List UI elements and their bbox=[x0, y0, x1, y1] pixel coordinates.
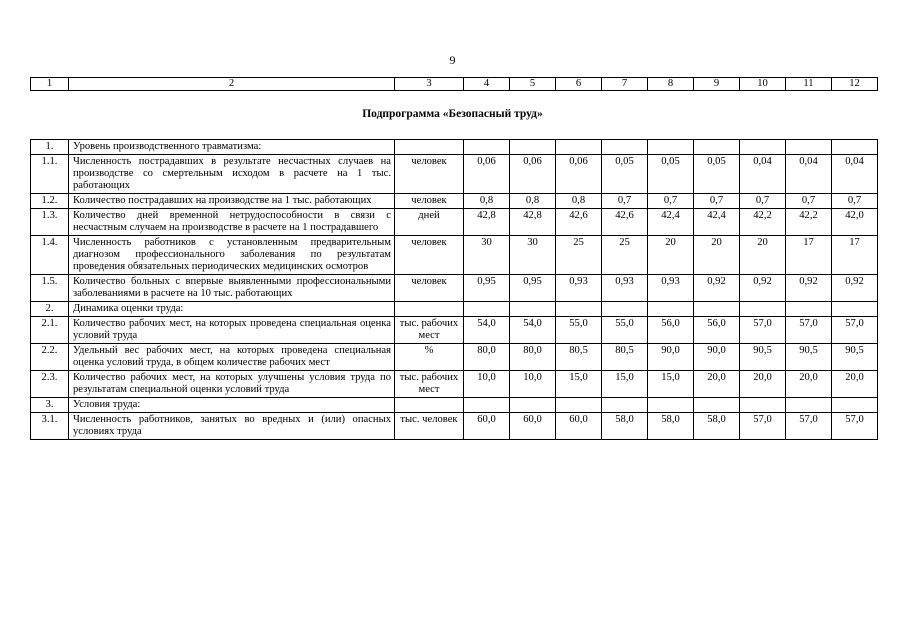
table-row bbox=[31, 371, 878, 398]
value-cell: 42,8 bbox=[464, 209, 510, 236]
value-cell: 10,0 bbox=[464, 371, 510, 398]
unit-cell: тыс. рабочих мест bbox=[395, 371, 464, 398]
value-cell: 20 bbox=[740, 236, 786, 275]
value-cell: 0,7 bbox=[694, 194, 740, 209]
value-cell: 0,7 bbox=[786, 194, 832, 209]
value-cell: 0,7 bbox=[832, 194, 878, 209]
column-number-7: 7 bbox=[602, 78, 648, 91]
value-cell: 0,06 bbox=[556, 155, 602, 194]
value-cell: 54,0 bbox=[510, 317, 556, 344]
value-cell bbox=[786, 302, 832, 317]
value-cell: 57,0 bbox=[786, 317, 832, 344]
row-number: 2. bbox=[31, 302, 69, 317]
value-cell: 0,92 bbox=[740, 275, 786, 302]
row-number: 2.3. bbox=[31, 371, 69, 398]
value-cell bbox=[556, 302, 602, 317]
table-row bbox=[31, 398, 878, 413]
page-number: 9 bbox=[449, 53, 456, 67]
value-cell: 0,7 bbox=[740, 194, 786, 209]
value-cell: 25 bbox=[556, 236, 602, 275]
column-number-2: 2 bbox=[69, 78, 395, 91]
value-cell: 80,5 bbox=[556, 344, 602, 371]
value-cell: 42,2 bbox=[740, 209, 786, 236]
value-cell: 0,92 bbox=[694, 275, 740, 302]
table-row bbox=[31, 236, 878, 275]
value-cell: 90,0 bbox=[694, 344, 740, 371]
value-cell bbox=[694, 302, 740, 317]
table-row bbox=[31, 140, 878, 155]
value-cell: 15,0 bbox=[648, 371, 694, 398]
value-cell bbox=[510, 302, 556, 317]
value-cell: 0,95 bbox=[464, 275, 510, 302]
value-cell: 90,0 bbox=[648, 344, 694, 371]
table-row bbox=[31, 413, 878, 440]
value-cell: 80,0 bbox=[464, 344, 510, 371]
indicator-name: Численность работников с установленным предварительным диагнозом профессионального заболевания по результатам проведения обязательных периодических медицинских осмотров bbox=[69, 236, 395, 275]
value-cell: 0,8 bbox=[464, 194, 510, 209]
column-number-1: 1 bbox=[31, 78, 69, 91]
value-cell: 30 bbox=[510, 236, 556, 275]
value-cell bbox=[740, 140, 786, 155]
value-cell: 0,06 bbox=[464, 155, 510, 194]
table-row bbox=[31, 302, 878, 317]
value-cell: 0,8 bbox=[556, 194, 602, 209]
value-cell: 0,93 bbox=[602, 275, 648, 302]
value-cell: 0,7 bbox=[602, 194, 648, 209]
row-number: 1.2. bbox=[31, 194, 69, 209]
value-cell bbox=[694, 140, 740, 155]
value-cell bbox=[648, 398, 694, 413]
row-number: 3. bbox=[31, 398, 69, 413]
column-number-3: 3 bbox=[395, 78, 464, 91]
value-cell: 58,0 bbox=[648, 413, 694, 440]
value-cell: 15,0 bbox=[602, 371, 648, 398]
value-cell bbox=[556, 398, 602, 413]
value-cell: 17 bbox=[832, 236, 878, 275]
value-cell: 42,8 bbox=[510, 209, 556, 236]
table-row bbox=[31, 275, 878, 302]
column-number-12: 12 bbox=[832, 78, 878, 91]
value-cell: 57,0 bbox=[832, 317, 878, 344]
value-cell: 20,0 bbox=[694, 371, 740, 398]
row-number: 1.5. bbox=[31, 275, 69, 302]
value-cell: 0,06 bbox=[510, 155, 556, 194]
unit-cell: человек bbox=[395, 194, 464, 209]
unit-cell bbox=[395, 302, 464, 317]
value-cell: 42,6 bbox=[602, 209, 648, 236]
value-cell: 10,0 bbox=[510, 371, 556, 398]
unit-cell: человек bbox=[395, 236, 464, 275]
row-number: 1.4. bbox=[31, 236, 69, 275]
value-cell: 57,0 bbox=[786, 413, 832, 440]
value-cell: 0,93 bbox=[648, 275, 694, 302]
indicator-name: Численность работников, занятых во вредных и (или) опасных условиях труда bbox=[69, 413, 395, 440]
value-cell: 54,0 bbox=[464, 317, 510, 344]
value-cell: 15,0 bbox=[556, 371, 602, 398]
indicator-name: Динамика оценки труда: bbox=[69, 302, 395, 317]
value-cell: 57,0 bbox=[832, 413, 878, 440]
table-row bbox=[31, 155, 878, 194]
value-cell: 20,0 bbox=[832, 371, 878, 398]
value-cell: 60,0 bbox=[510, 413, 556, 440]
value-cell bbox=[740, 302, 786, 317]
value-cell: 58,0 bbox=[602, 413, 648, 440]
value-cell bbox=[786, 140, 832, 155]
value-cell: 0,92 bbox=[832, 275, 878, 302]
value-cell: 20,0 bbox=[740, 371, 786, 398]
value-cell bbox=[648, 140, 694, 155]
column-number-4: 4 bbox=[464, 78, 510, 91]
row-number: 1.3. bbox=[31, 209, 69, 236]
column-number-11: 11 bbox=[786, 78, 832, 91]
value-cell bbox=[786, 398, 832, 413]
value-cell: 0,92 bbox=[786, 275, 832, 302]
value-cell: 42,4 bbox=[648, 209, 694, 236]
value-cell: 90,5 bbox=[786, 344, 832, 371]
value-cell: 0,93 bbox=[556, 275, 602, 302]
value-cell: 0,05 bbox=[648, 155, 694, 194]
value-cell: 58,0 bbox=[694, 413, 740, 440]
value-cell: 0,7 bbox=[648, 194, 694, 209]
value-cell bbox=[602, 302, 648, 317]
indicator-name: Количество больных с впервые выявленными профессиональными заболеваниями в расчете на 10 тыс. работающих bbox=[69, 275, 395, 302]
unit-cell bbox=[395, 398, 464, 413]
value-cell bbox=[602, 140, 648, 155]
value-cell: 42,2 bbox=[786, 209, 832, 236]
value-cell: 60,0 bbox=[464, 413, 510, 440]
unit-cell: дней bbox=[395, 209, 464, 236]
value-cell: 42,6 bbox=[556, 209, 602, 236]
value-cell: 42,0 bbox=[832, 209, 878, 236]
value-cell: 42,4 bbox=[694, 209, 740, 236]
value-cell bbox=[464, 302, 510, 317]
unit-cell: тыс. человек bbox=[395, 413, 464, 440]
value-cell bbox=[602, 398, 648, 413]
indicator-name: Количество рабочих мест, на которых проведена специальная оценка условий труда bbox=[69, 317, 395, 344]
value-cell bbox=[556, 140, 602, 155]
table-row bbox=[31, 344, 878, 371]
value-cell: 25 bbox=[602, 236, 648, 275]
value-cell bbox=[648, 302, 694, 317]
row-number: 3.1. bbox=[31, 413, 69, 440]
value-cell: 56,0 bbox=[648, 317, 694, 344]
column-number-10: 10 bbox=[740, 78, 786, 91]
table-row bbox=[31, 194, 878, 209]
indicator-name: Количество дней временной нетрудоспособности в связи с несчастным случаем на производстве в расчете на 1 пострадавшего bbox=[69, 209, 395, 236]
table-row bbox=[31, 209, 878, 236]
unit-cell: человек bbox=[395, 155, 464, 194]
section-title: Подпрограмма «Безопасный труд» bbox=[362, 108, 543, 120]
value-cell bbox=[694, 398, 740, 413]
value-cell: 0,05 bbox=[602, 155, 648, 194]
row-number: 2.1. bbox=[31, 317, 69, 344]
value-cell: 55,0 bbox=[556, 317, 602, 344]
value-cell: 0,8 bbox=[510, 194, 556, 209]
indicator-name: Условия труда: bbox=[69, 398, 395, 413]
value-cell: 80,0 bbox=[510, 344, 556, 371]
value-cell: 0,04 bbox=[740, 155, 786, 194]
row-number: 1. bbox=[31, 140, 69, 155]
value-cell bbox=[464, 398, 510, 413]
value-cell: 30 bbox=[464, 236, 510, 275]
value-cell: 57,0 bbox=[740, 317, 786, 344]
unit-cell: тыс. рабочих мест bbox=[395, 317, 464, 344]
value-cell bbox=[510, 398, 556, 413]
value-cell: 0,04 bbox=[832, 155, 878, 194]
value-cell bbox=[832, 140, 878, 155]
column-number-6: 6 bbox=[556, 78, 602, 91]
value-cell bbox=[832, 398, 878, 413]
indicators-table bbox=[30, 139, 878, 440]
value-cell: 17 bbox=[786, 236, 832, 275]
value-cell bbox=[464, 140, 510, 155]
indicator-name: Уровень производственного травматизма: bbox=[69, 140, 395, 155]
value-cell: 60,0 bbox=[556, 413, 602, 440]
indicator-name: Количество рабочих мест, на которых улучшены условия труда по результатам специальной оценки условий труда bbox=[69, 371, 395, 398]
indicator-name: Численность пострадавших в результате несчастных случаев на производстве со смертельным исходом в расчете на 1 тыс. работающих bbox=[69, 155, 395, 194]
value-cell: 20 bbox=[648, 236, 694, 275]
row-number: 1.1. bbox=[31, 155, 69, 194]
unit-cell: человек bbox=[395, 275, 464, 302]
value-cell: 0,04 bbox=[786, 155, 832, 194]
table-row bbox=[31, 317, 878, 344]
value-cell: 55,0 bbox=[602, 317, 648, 344]
value-cell: 80,5 bbox=[602, 344, 648, 371]
column-number-5: 5 bbox=[510, 78, 556, 91]
value-cell: 90,5 bbox=[832, 344, 878, 371]
value-cell: 56,0 bbox=[694, 317, 740, 344]
value-cell bbox=[832, 302, 878, 317]
value-cell: 20 bbox=[694, 236, 740, 275]
value-cell: 0,05 bbox=[694, 155, 740, 194]
column-number-9: 9 bbox=[694, 78, 740, 91]
value-cell: 90,5 bbox=[740, 344, 786, 371]
indicator-name: Количество пострадавших на производстве на 1 тыс. работающих bbox=[69, 194, 395, 209]
value-cell: 0,95 bbox=[510, 275, 556, 302]
column-number-8: 8 bbox=[648, 78, 694, 91]
value-cell: 57,0 bbox=[740, 413, 786, 440]
value-cell bbox=[740, 398, 786, 413]
value-cell: 20,0 bbox=[786, 371, 832, 398]
indicator-name: Удельный вес рабочих мест, на которых проведена специальная оценка условий труда, в общем количестве рабочих мест bbox=[69, 344, 395, 371]
column-number-header bbox=[30, 77, 878, 91]
unit-cell bbox=[395, 140, 464, 155]
unit-cell: % bbox=[395, 344, 464, 371]
row-number: 2.2. bbox=[31, 344, 69, 371]
value-cell bbox=[510, 140, 556, 155]
